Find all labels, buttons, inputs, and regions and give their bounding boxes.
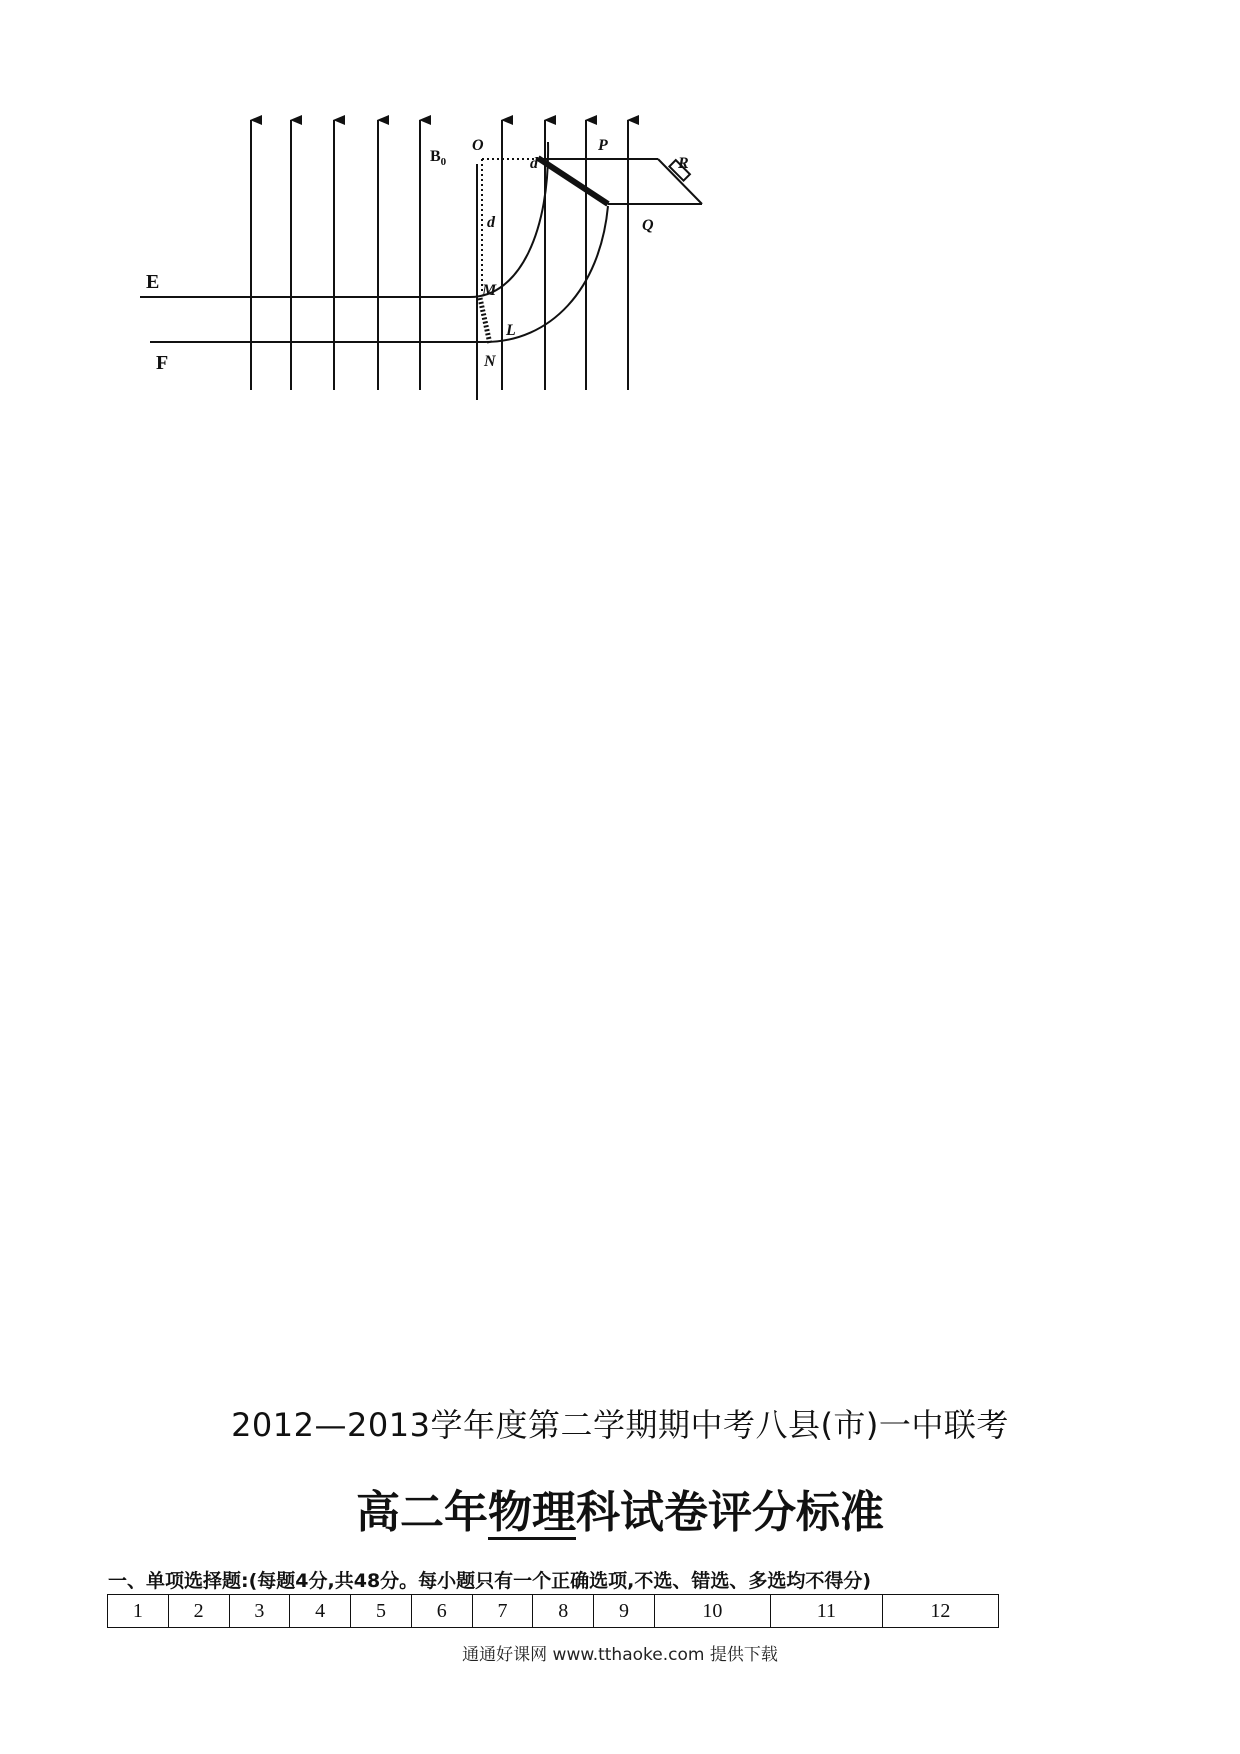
label-d-vertical: d (487, 214, 495, 231)
footer-credit: 通通好课网 www.tthaoke.com 提供下载 (462, 1645, 778, 1665)
question-number-cell: 2 (168, 1595, 229, 1628)
question-number-cell: 1 (108, 1595, 169, 1628)
question-number-cell: 5 (351, 1595, 412, 1628)
label-r: R (678, 155, 689, 172)
title-part-1: 高二年 (356, 1487, 488, 1538)
exam-header: 2012—2013学年度第二学期期中考八县(市)一中联考 (231, 1406, 1009, 1444)
label-d-horizontal: d (530, 155, 538, 172)
question-number-cell: 4 (290, 1595, 351, 1628)
question-number-cell: 3 (229, 1595, 290, 1628)
table-row (108, 1595, 999, 1628)
question-number-cell: 11 (770, 1595, 882, 1628)
label-b0: $B_0$ (430, 148, 447, 168)
construction-lines (480, 159, 607, 344)
rod-mn (480, 298, 490, 344)
label-n: N (484, 353, 496, 370)
label-q: Q (642, 217, 654, 234)
question-number-cell: 8 (533, 1595, 594, 1628)
title-subject: 物理 (488, 1487, 576, 1538)
question-number-cell: 6 (411, 1595, 472, 1628)
answer-table (107, 1594, 999, 1628)
title-part-2: 科试卷评分标准 (576, 1487, 884, 1538)
label-f: F (156, 352, 169, 374)
section-heading: 一、单项选择题:(每题4分,共48分。每小题只有一个正确选项,不选、错选、多选均不得分) (108, 1570, 872, 1592)
label-p: P (598, 137, 608, 154)
question-number-cell: 9 (594, 1595, 655, 1628)
label-e: E (146, 271, 160, 293)
label-o: O (472, 137, 484, 154)
label-l: L (506, 322, 516, 339)
label-m: M (482, 282, 497, 299)
question-number-cell: 12 (882, 1595, 998, 1628)
rails (140, 142, 608, 342)
document-title (0, 1476, 1240, 1540)
rail-pq-segment (538, 158, 608, 204)
question-number-cell: 7 (472, 1595, 533, 1628)
magnetic-field-rail-diagram (140, 110, 720, 400)
question-number-cell: 10 (654, 1595, 770, 1628)
